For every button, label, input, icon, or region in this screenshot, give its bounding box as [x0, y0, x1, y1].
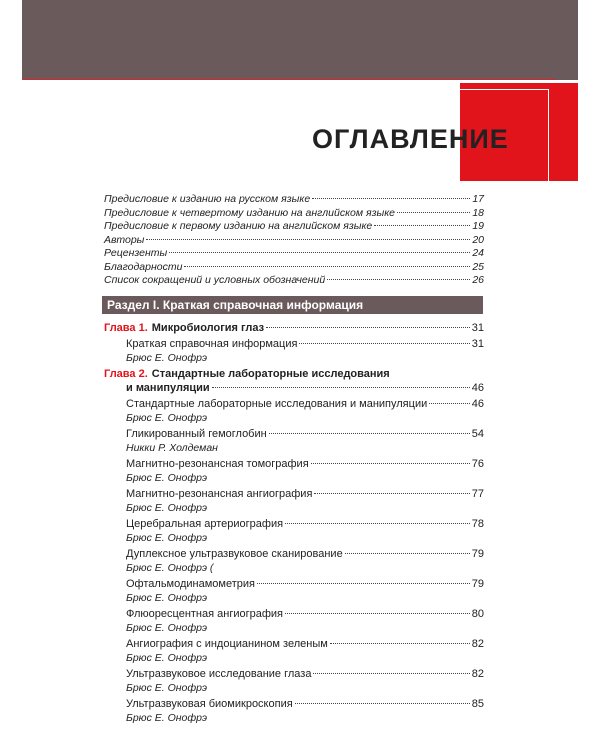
toc-entry-page: 25: [472, 260, 484, 273]
entry-label: Офтальмодинамометрия: [126, 578, 255, 590]
entry-author: Брюс Е. Онофрэ: [126, 682, 208, 694]
dot-leader: [313, 673, 469, 674]
toc-entry[interactable]: [104, 193, 484, 207]
entry-page: 79: [471, 578, 484, 590]
entry[interactable]: [126, 488, 484, 516]
entry[interactable]: [126, 458, 484, 486]
chapter-title-line1: Стандартные лабораторные исследования: [151, 368, 390, 380]
entry-page: 46: [471, 398, 484, 410]
chapter-title: Микробиология глаз: [151, 322, 265, 334]
preface-list: [104, 193, 484, 288]
entry[interactable]: [126, 608, 484, 636]
entry-line: [126, 548, 484, 562]
entry[interactable]: [126, 548, 484, 576]
entry-author: Брюс Е. Онофрэ: [126, 592, 208, 604]
entry-author: Брюс Е. Онофрэ: [126, 712, 208, 724]
chapter-title-line2: и манипуляции: [126, 382, 210, 394]
entry-page: 82: [471, 668, 484, 680]
chapter-2-heading[interactable]: [104, 368, 484, 398]
entry-label: Церебральная артериография: [126, 518, 284, 530]
toc-entry[interactable]: [104, 220, 484, 234]
entry-page: 76: [471, 458, 484, 470]
entry-line: [126, 668, 484, 682]
entry-line: [126, 338, 484, 352]
entry-line: [126, 398, 484, 412]
toc-entry-page: 26: [472, 274, 484, 286]
entry-page: 54: [471, 428, 484, 440]
dot-leader: [266, 327, 470, 328]
entry[interactable]: [126, 668, 484, 696]
toc-entry-label: Авторы: [104, 233, 145, 246]
entry-label: Магнитно-резонансная ангиография: [126, 488, 313, 500]
entry-author: Брюс Е. Онофрэ: [126, 472, 208, 484]
entry-page: 31: [471, 338, 484, 350]
entry-line: [126, 698, 484, 712]
dot-leader: [285, 523, 470, 524]
entry-author: Брюс Е. Онофрэ: [126, 502, 208, 514]
entry-page: 78: [471, 518, 484, 530]
entry-label: Краткая справочная информация: [126, 338, 298, 350]
entry-line: [126, 488, 484, 502]
entry-author: Брюс Е. Онофрэ: [126, 652, 208, 664]
entry-line: [126, 638, 484, 652]
entry-author: Брюс Е. Онофрэ: [126, 622, 208, 634]
entry-label: Стандартные лабораторные исследования и манипуляции: [126, 398, 428, 410]
toc-entry-page: 24: [472, 247, 484, 259]
toc-entry[interactable]: [104, 207, 484, 221]
dot-leader: [146, 239, 470, 240]
entry-page: 79: [471, 548, 484, 560]
entry-page: 80: [471, 608, 484, 620]
entry[interactable]: [126, 518, 484, 546]
chapter-number: Глава 2.: [104, 368, 148, 380]
chapter-number: Глава 1.: [104, 322, 148, 334]
toc-entry-label: Предисловие к четвертому изданию на английском языке: [104, 206, 395, 219]
dot-leader: [295, 703, 470, 704]
dot-leader: [285, 613, 470, 614]
entry[interactable]: [126, 578, 484, 606]
dot-leader: [374, 225, 470, 226]
toc-entry[interactable]: [104, 247, 484, 261]
header-accent-line: [22, 79, 556, 80]
toc-entry-label: Рецензенты: [104, 247, 168, 259]
dot-leader: [345, 553, 470, 554]
entry-author: Никки Р. Холдеман: [126, 442, 218, 454]
entry-author: Брюс Е. Онофрэ: [126, 532, 208, 544]
toc-entry-label: Благодарности: [104, 260, 183, 273]
section-header[interactable]: Раздел I. Краткая справочная информация: [102, 296, 483, 314]
entry-label: Флюоресцентная ангиография: [126, 608, 283, 620]
toc-entry[interactable]: [104, 274, 484, 288]
dot-leader: [311, 463, 470, 464]
entry-author: Брюс Е. Онофрэ: [126, 412, 208, 424]
toc-entry[interactable]: [104, 261, 484, 275]
dot-leader: [257, 583, 470, 584]
entry-author: Брюс Е. Онофрэ: [126, 352, 208, 364]
toc-body: [104, 322, 484, 728]
dot-leader: [397, 212, 470, 213]
entry-label: Ультразвуковая биомикроскопия: [126, 698, 293, 710]
dot-leader: [314, 493, 469, 494]
dot-leader: [330, 643, 470, 644]
entry-line: [126, 428, 484, 442]
chapter-page: 31: [471, 322, 484, 334]
page-title: ОГЛАВЛЕНИЕ: [312, 124, 509, 154]
dot-leader: [429, 403, 470, 404]
toc-entry-page: 18: [472, 206, 484, 219]
entry-page: 77: [471, 488, 484, 500]
dot-leader: [327, 279, 470, 280]
toc-entry-page: 17: [472, 193, 484, 205]
dot-leader: [312, 198, 470, 199]
dot-leader: [169, 252, 470, 253]
entry[interactable]: [126, 698, 484, 726]
entry[interactable]: [126, 638, 484, 666]
dot-leader: [212, 387, 470, 388]
chapter-page: 46: [471, 382, 484, 394]
entry[interactable]: [126, 428, 484, 456]
entry[interactable]: [126, 398, 484, 426]
entry-line: [126, 608, 484, 622]
entry[interactable]: [126, 338, 484, 366]
dot-leader: [299, 343, 469, 344]
toc-entry-label: Предисловие к изданию на русском языке: [104, 193, 311, 205]
entry-label: Дуплексное ультразвуковое сканирование: [126, 548, 343, 560]
toc-entry-label: Предисловие к первому изданию на английском языке: [104, 220, 373, 232]
entry-line: [126, 458, 484, 472]
entry-author: Брюс Е. Онофрэ (: [126, 562, 214, 574]
toc-entry-label: Список сокращений и условных обозначений: [104, 274, 326, 286]
chapter-1-heading[interactable]: [104, 322, 484, 338]
entry-label: Ангиография с индоцианином зеленым: [126, 638, 328, 650]
toc-entry[interactable]: [104, 234, 484, 248]
entry-label: Гликированный гемоглобин: [126, 428, 267, 440]
entry-page: 82: [471, 638, 484, 650]
header-band: [22, 0, 578, 80]
toc-entry-page: 19: [472, 220, 484, 232]
entry-label: Ультразвуковое исследование глаза: [126, 668, 312, 680]
entry-label: Магнитно-резонансная томография: [126, 458, 309, 470]
entry-page: 85: [471, 698, 484, 710]
toc-entry-page: 20: [472, 233, 484, 246]
entry-line: [126, 518, 484, 532]
entry-line: [126, 578, 484, 592]
dot-leader: [269, 433, 470, 434]
dot-leader: [184, 266, 470, 267]
